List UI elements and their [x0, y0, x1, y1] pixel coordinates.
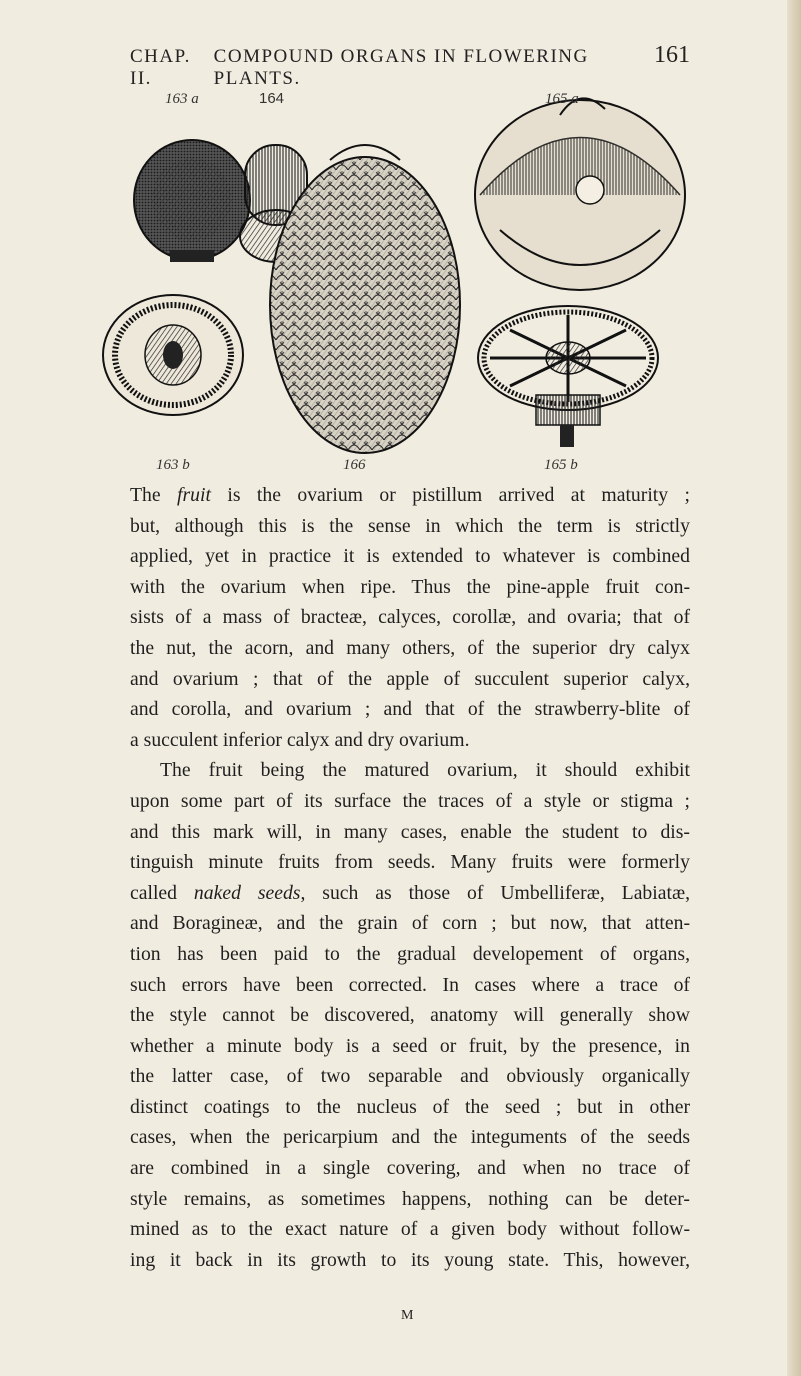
- text-line: but, although this is the sense in which the term is strictly: [130, 514, 690, 537]
- text-line: ing it back in its growth to its young state. This, however,: [130, 1248, 690, 1271]
- text-line: and ovarium ; that of the apple of succulent superior calyx,: [130, 667, 690, 690]
- figure-label-163a: 163 a: [165, 91, 199, 107]
- text-line: the latter case, of two separable and obviously organically: [130, 1065, 690, 1088]
- page-number: 161: [654, 42, 690, 68]
- text-line: such errors have been corrected. In cases where a trace of: [130, 973, 690, 996]
- text-line: and this mark will, in many cases, enable the student to dis-: [130, 820, 690, 843]
- header-title: COMPOUND ORGANS IN FLOWERING PLANTS.: [213, 46, 589, 89]
- figure-165a-drawing: [475, 98, 685, 290]
- figure-label-163b: 163 b: [156, 457, 190, 473]
- figure-label-165a: 165 a: [545, 91, 579, 107]
- text-line: and corolla, and ovarium ; and that of the strawberry-blite of: [130, 698, 690, 721]
- figure-label-166: 166: [343, 457, 366, 473]
- text-line: applied, yet in practice it is extended to whatever is combined: [130, 545, 690, 568]
- text-line: called naked seeds, such as those of Umbelliferæ, Labiatæ,: [130, 881, 691, 904]
- text-line: sists of a mass of bracteæ, calyces, corollæ, and ovaria; that of: [130, 606, 690, 629]
- text-line: tion has been paid to the gradual developement of organs,: [130, 942, 690, 965]
- text-line: whether a minute body is a seed or fruit, by the presence, in: [130, 1034, 690, 1057]
- text-line: a succulent inferior calyx and dry ovarium.: [130, 728, 470, 751]
- text-line: style remains, as sometimes happens, nothing can be deter-: [130, 1187, 690, 1210]
- figure-label-165b: 165 b: [544, 457, 578, 473]
- text-line: tinguish minute fruits from seeds. Many fruits were formerly: [130, 851, 690, 874]
- text-line: the style cannot be discovered, anatomy will generally show: [130, 1004, 690, 1027]
- text-line: and Boragineæ, and the grain of corn ; but now, that atten-: [130, 912, 690, 935]
- body-text: [130, 480, 690, 1275]
- figure-165b-drawing: [478, 306, 658, 447]
- figure-label-164: 164: [259, 90, 285, 107]
- text-line: the nut, the acorn, and many others, of the superior dry calyx: [130, 636, 690, 659]
- text-line: with the ovarium when ripe. Thus the pine-apple fruit con-: [130, 575, 690, 598]
- signature-mark: M: [401, 1308, 415, 1323]
- botanical-engraving: [0, 0, 801, 480]
- chapter-label: CHAP. II.: [130, 46, 191, 89]
- text-line: cases, when the pericarpium and the integuments of the seeds: [130, 1126, 690, 1149]
- figure-163b-drawing: [103, 295, 243, 415]
- text-line: mined as to the exact nature of a given body without follow-: [130, 1218, 690, 1241]
- text-line: distinct coatings to the nucleus of the seed ; but in other: [130, 1095, 690, 1118]
- text-line: upon some part of its surface the traces of a style or stigma ;: [130, 789, 690, 812]
- figure-163a-drawing: [134, 140, 250, 262]
- text-line: The fruit is the ovarium or pistillum arrived at maturity ;: [130, 484, 690, 506]
- text-line: are combined in a single covering, and when no trace of: [130, 1157, 690, 1180]
- text-line: The fruit being the matured ovarium, it should exhibit: [160, 759, 690, 782]
